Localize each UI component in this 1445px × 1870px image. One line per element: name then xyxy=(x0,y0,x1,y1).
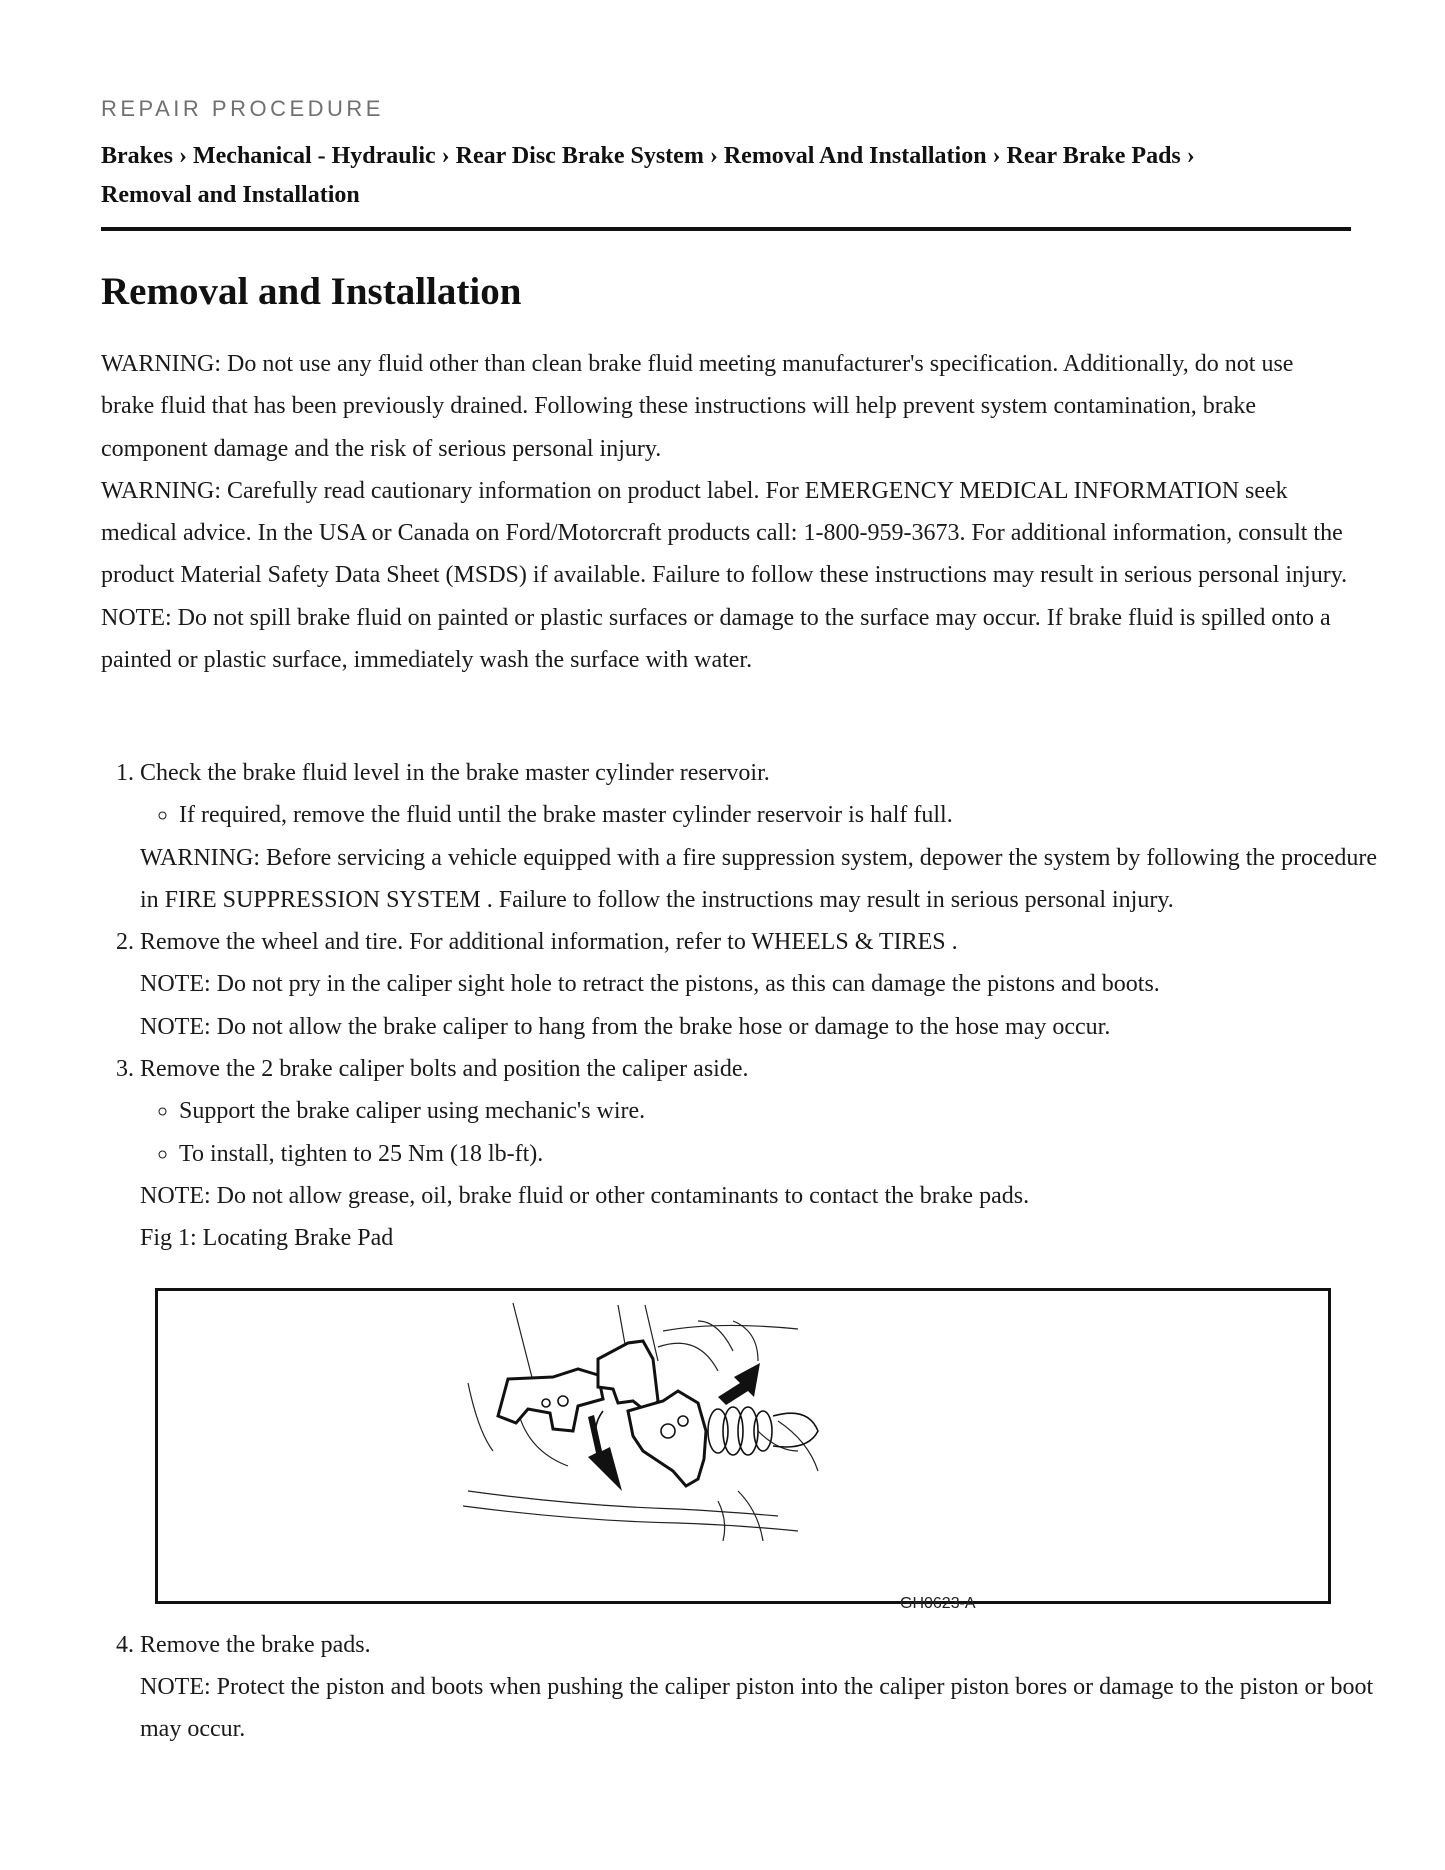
step-note: NOTE: Do not allow grease, oil, brake fluid or other contaminants to contact the brake pads. xyxy=(140,1182,1030,1209)
header-divider xyxy=(101,227,1351,231)
step-2 xyxy=(140,921,1390,1048)
step-bullet: ◦ To install, tighten to 25 Nm (18 lb-ft). xyxy=(179,1133,1390,1175)
page-title: Removal and Installation xyxy=(101,270,522,313)
warning-fluid: WARNING: Do not use any fluid other than clean brake fluid meeting manufacturer's specification. Additionally, do not use brake fluid that has been previously drained. Following these instructions will help prevent system contamination, brake component damage and the risk of serious personal injury. xyxy=(101,351,1294,462)
brake-caliper-illustration xyxy=(158,1291,1328,1601)
figure-code: GH0623-A xyxy=(900,1594,976,1612)
step-bullets xyxy=(140,1090,1390,1175)
breadcrumb-item-removal-and-installation[interactable]: Removal And Installation xyxy=(723,143,987,169)
step-3 xyxy=(140,1048,1390,1612)
figure-brake-pad xyxy=(155,1288,1331,1612)
step-1 xyxy=(140,752,1390,921)
breadcrumb-item-rear-disc-brake-system[interactable]: Rear Disc Brake System xyxy=(455,143,704,169)
step-text: Remove the 2 brake caliper bolts and position the caliper aside. xyxy=(140,1056,749,1083)
note-spill: NOTE: Do not spill brake fluid on painted or plastic surfaces or damage to the surface may occur. If brake fluid is spilled onto a painted or plastic surface, immediately wash the surface with water. xyxy=(101,604,1331,674)
breadcrumb-item-current: Removal and Installation xyxy=(101,182,360,208)
step-note: NOTE: Do not pry in the caliper sight hole to retract the pistons, as this can damage the pistons and boots. xyxy=(140,971,1160,998)
step-note: NOTE: Do not allow the brake caliper to hang from the brake hose or damage to the hose may occur. xyxy=(140,1013,1111,1040)
breadcrumb-separator: › xyxy=(992,143,1001,169)
breadcrumb-separator: › xyxy=(1186,143,1195,169)
step-warning: WARNING: Before servicing a vehicle equipped with a fire suppression system, depower the system by following the procedure in FIRE SUPPRESSION SYSTEM . Failure to follow the instructions may result in serious personal injury. xyxy=(140,844,1378,913)
step-bullets xyxy=(140,794,1390,836)
step-text: Remove the wheel and tire. For additional information, refer to WHEELS & TIRES . xyxy=(140,929,958,956)
section-kicker: REPAIR PROCEDURE xyxy=(101,96,384,121)
step-note: NOTE: Protect the piston and boots when pushing the caliper piston into the caliper piston bores or damage to the piston or boot may occur. xyxy=(140,1673,1374,1743)
intro-warnings xyxy=(101,343,1351,681)
breadcrumb-separator: › xyxy=(179,143,187,169)
warning-label: WARNING: Carefully read cautionary information on product label. For EMERGENCY MEDICAL INFORMATION seek medical advice. In the USA or Canada on Ford/Motorcraft products call: 1-800-959-3673. For additional information, consult the product Material Safety Data Sheet (MSDS) if available. Failure to follow these instructions may result in serious personal injury. xyxy=(101,477,1348,589)
breadcrumb-item-mechanical-hydraulic[interactable]: Mechanical - Hydraulic xyxy=(193,143,436,169)
step-bullet: ◦ Support the brake caliper using mechanic's wire. xyxy=(179,1090,1390,1132)
step-4 xyxy=(140,1624,1390,1751)
breadcrumb-item-brakes[interactable]: Brakes xyxy=(101,143,173,169)
breadcrumb-separator: › xyxy=(441,143,450,169)
step-bullet: ◦ If required, remove the fluid until the brake master cylinder reservoir is half full. xyxy=(179,794,1390,836)
step-text: Remove the brake pads. xyxy=(140,1631,371,1658)
procedure-steps xyxy=(101,752,1390,1750)
breadcrumb-separator: › xyxy=(709,143,718,169)
step-text: Check the brake fluid level in the brake master cylinder reservoir. xyxy=(140,760,770,786)
breadcrumb-item-rear-brake-pads[interactable]: Rear Brake Pads xyxy=(1006,143,1181,169)
figure-caption: Fig 1: Locating Brake Pad xyxy=(140,1225,394,1252)
breadcrumb xyxy=(101,137,1351,215)
